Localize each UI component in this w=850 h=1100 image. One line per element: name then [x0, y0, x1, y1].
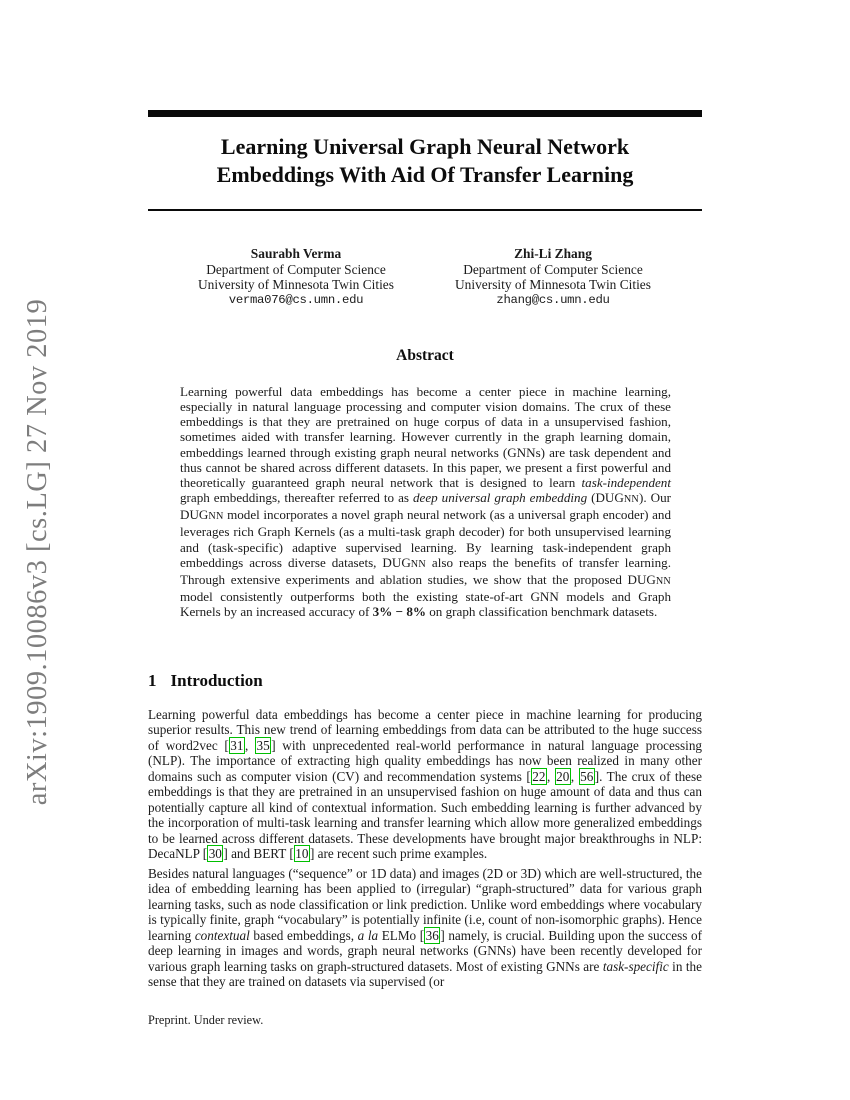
text-segment: NN: [208, 511, 224, 523]
text-segment: ] are recent such prime examples.: [309, 846, 488, 862]
text-segment: model incorporates a novel graph neural network (as a universal graph encoder) and leverages rich Graph Kernels (as a multi-task graph decoder) for both unsupervised learning and (task-specific) adaptive supervised learning. By learning task-independent graph embeddings across diverse datasets, DUG: [180, 507, 671, 570]
text-segment: ELMo [: [378, 927, 425, 943]
intro-paragraph-2: [148, 866, 702, 990]
section-heading-introduction: [148, 671, 263, 691]
author-list: [0, 246, 850, 326]
author-email: zhang@cs.umn.edu: [496, 292, 610, 307]
arxiv-watermark: arXiv:1909.10086v3 [cs.LG] 27 Nov 2019: [22, 298, 53, 806]
text-segment: a la: [357, 927, 379, 943]
text-segment: task-specific: [602, 958, 669, 974]
citation-ref[interactable]: 36: [425, 927, 439, 943]
section-title: Introduction: [170, 671, 263, 690]
text-segment: ] and BERT [: [223, 846, 294, 862]
text-segment: (DUG: [587, 490, 624, 506]
text-segment: ] namely, is crucial. Building upon the success of deep learning in images and words, graph neural networks (GNNs) have been recently developed for various graph learning tasks on graph-structured datasets. Most of existing GNNs are: [148, 927, 702, 974]
text-segment: ] with unprecedented real-world performance in natural language processing (NLP). The importance of extracting high quality embeddings has now been realized in many other domains such as computer vision (CV) and recommendation systems [: [148, 737, 703, 784]
text-segment: 3% − 8%: [372, 604, 426, 620]
footer-note: Preprint. Under review.: [148, 1013, 264, 1027]
text-segment: in the sense that they are trained on datasets via supervised (or: [148, 958, 702, 990]
author-university: University of Minnesota Twin Cities: [455, 277, 651, 293]
title-rule-thin: [148, 209, 702, 211]
paper-title-line2: Embeddings With Aid Of Transfer Learning: [216, 161, 634, 187]
intro-paragraph-1: [148, 707, 702, 862]
paper-title: [148, 133, 702, 188]
text-segment: Besides natural languages (“sequence” or 1D data) and images (2D or 3D) which are well-structured, the idea of embedding learning has been applied to (irregular) “graph-structured” data for various graph learning tasks, such as node classification or link prediction. Unlike word embeddings where vocabulary is typically finite, graph “vocabulary” is potentially infinite (i.e, count of non-isomorphic graphs). Hence learning: [148, 866, 702, 943]
citation-ref[interactable]: 10: [295, 846, 309, 862]
text-segment: ]. The crux of these embeddings is that they are pretrained in an unsupervised fashion on huge amount of data and thus can potentially capture all kind of contextual information. Such embedding learning is further advanced by the incorporation of multi-task learning and transfer learning which allow more generalized embeddings to be learned across different datasets. These developments have brought major breakthroughs in NLP: DecaNLP [: [148, 768, 702, 862]
text-segment: on graph classification benchmark datasets.: [425, 604, 658, 620]
text-segment: ,: [546, 768, 555, 784]
paper-title-line1: Learning Universal Graph Neural Network: [220, 134, 630, 159]
text-segment: model consistently outperforms both the existing state-of-art GNN models and Graph Kernels by an increased accuracy of: [180, 589, 671, 620]
text-segment: ). Our DUG: [180, 490, 671, 523]
author-email: verma076@cs.umn.edu: [228, 292, 364, 307]
section-number: 1: [148, 671, 157, 690]
citation-ref[interactable]: 22: [532, 768, 546, 784]
text-segment: deep universal graph embedding: [412, 490, 588, 506]
citation-ref[interactable]: 20: [556, 768, 570, 784]
title-rule-thick: [148, 110, 702, 117]
text-segment: Learning powerful data embeddings has become a center piece in machine learning for producing superior results. This new trend of learning embeddings from data can be attributed to the huge success of word2vec [: [148, 707, 702, 753]
text-segment: NN: [410, 558, 426, 570]
citation-ref[interactable]: 35: [256, 737, 270, 753]
text-segment: also reaps the benefits of transfer learning. Through extensive experiments and ablation studies, we show that the proposed DUG: [180, 554, 671, 587]
text-segment: contextual: [194, 927, 250, 943]
text-segment: based embeddings,: [249, 927, 358, 943]
text-segment: NN: [655, 575, 671, 587]
citation-ref[interactable]: 31: [230, 737, 244, 753]
text-segment: ,: [244, 737, 255, 753]
text-segment: graph embeddings, thereafter referred to as: [180, 490, 413, 506]
author-block: [398, 246, 708, 308]
text-segment: NN: [623, 494, 639, 506]
text-segment: task-independent: [581, 474, 671, 490]
abstract-heading: Abstract: [396, 347, 454, 364]
author-department: Department of Computer Science: [206, 261, 386, 277]
text-segment: ,: [570, 768, 579, 784]
author-name: Zhi-Li Zhang: [514, 246, 592, 261]
abstract-text: [180, 384, 671, 619]
author-department: Department of Computer Science: [463, 261, 643, 277]
citation-ref[interactable]: 30: [208, 846, 222, 862]
author-name: Saurabh Verma: [250, 246, 342, 261]
citation-ref[interactable]: 56: [580, 768, 594, 784]
author-university: University of Minnesota Twin Cities: [198, 277, 394, 293]
text-segment: Learning powerful data embeddings has become a center piece in machine learning, especially in natural language processing and computer vision domains. The crux of these embeddings is that they are pretrained on huge corpus of data in a unsupervised fashion, sometimes aided with transfer learning. However currently in the graph learning domain, embeddings learned through existing graph neural networks (GNNs) are task dependent and thus cannot be shared across different datasets. In this paper, we present a first powerful and theoretically guaranteed graph neural network that is designed to learn: [180, 384, 671, 490]
